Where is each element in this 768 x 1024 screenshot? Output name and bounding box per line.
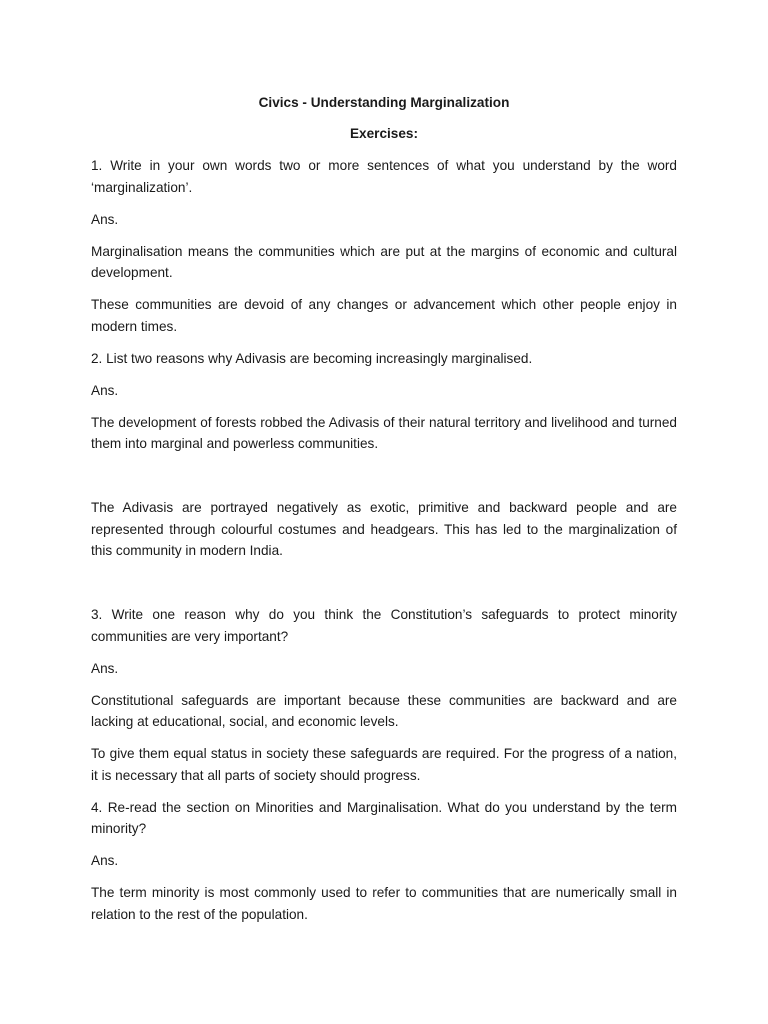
answer-label-3: Ans. [91,660,119,676]
blank-line [91,465,677,497]
answer-4-paragraph-1: The term minority is most commonly used to refer to communities that are numerically small in relation to the rest of the population. [91,885,677,922]
answer-1-paragraph-1: Marginalisation means the communities which are put at the margins of economic and cultural development. [91,243,677,280]
question-2: 2. List two reasons why Adivasis are becoming increasingly marginalised. [91,350,533,366]
document-subtitle: Exercises: [349,126,419,141]
answer-label-1: Ans. [91,211,119,227]
question-3: 3. Write one reason why do you think the Constitution’s safeguards to protect minority communities are very important? [91,607,677,644]
document-title: Civics - Understanding Marginalization [258,95,510,110]
answer-3-paragraph-1: Constitutional safeguards are important because these communities are backward and are lacking at educational, social, and economic levels. [91,692,677,729]
answer-2-paragraph-2: The Adivasis are portrayed negatively as exotic, primitive and backward people and are represented through colourful costumes and headgears. This has led to the marginalization of this community in modern India. [91,500,677,558]
question-4: 4. Re-read the section on Minorities and Marginalisation. What do you understand by the term minority? [91,799,677,836]
answer-2-paragraph-1: The development of forests robbed the Adivasis of their natural territory and livelihood and turned them into marginal and powerless communities. [91,414,677,451]
document-body [91,92,677,936]
blank-line [91,572,677,604]
answer-label-2: Ans. [91,382,119,398]
answer-3-paragraph-2: To give them equal status in society these safeguards are required. For the progress of a nation, it is necessary that all parts of society should progress. [91,746,677,783]
answer-label-4: Ans. [91,853,119,868]
question-1: 1. Write in your own words two or more sentences of what you understand by the word ‘marginalization’. [91,158,677,195]
answer-1-paragraph-2: These communities are devoid of any changes or advancement which other people enjoy in modern times. [91,297,677,334]
